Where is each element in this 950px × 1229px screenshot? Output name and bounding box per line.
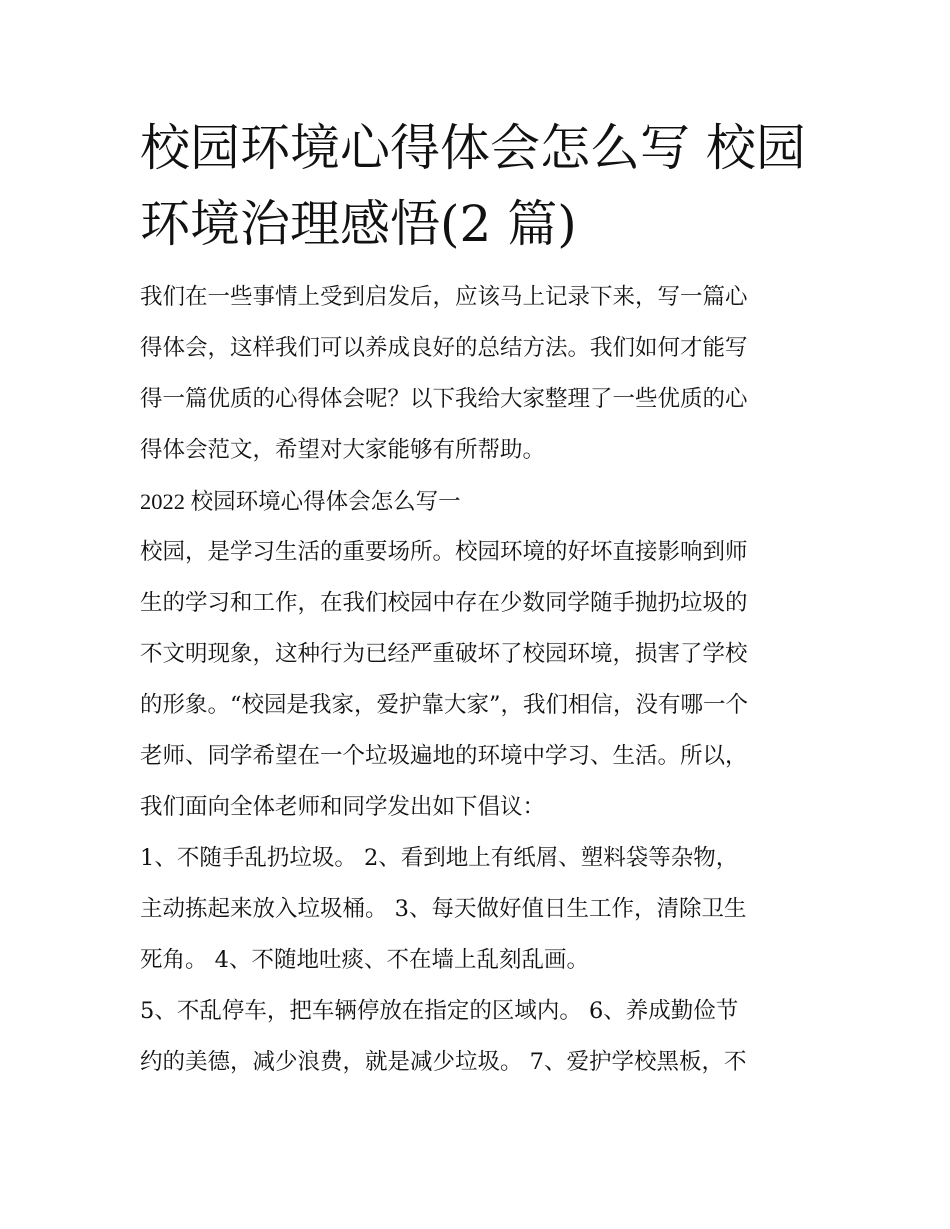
para2-line-3: 死角。 4、不随地吐痰、不在墙上乱刻乱画。 <box>140 947 589 973</box>
title-line-1: 校园环境心得体会怎么写 校园 <box>140 119 806 177</box>
para3-line-2: 约的美德，减少浪费，就是减少垃圾。 7、爱护学校黑板，不 <box>140 1049 747 1075</box>
para1-line-2: 生的学习和工作，在我们校园中存在少数同学随手抛扔垃圾的 <box>140 590 748 616</box>
para3-line-1: 5、不乱停车，把车辆停放在指定的区域内。 6、养成勤俭节 <box>140 998 739 1024</box>
body-paragraph-3 <box>140 986 812 1088</box>
para1-line-6: 我们面向全体老师和同学发出如下倡议： <box>140 794 546 820</box>
intro-line-1: 我们在一些事情上受到启发后，应该马上记录下来，写一篇心 <box>140 284 748 310</box>
section-heading-text: 2022 校园环境心得体会怎么写一 <box>140 489 461 514</box>
section-heading <box>140 476 812 527</box>
document-title <box>140 110 812 262</box>
body-paragraph-1 <box>140 527 812 833</box>
intro-line-4: 得体会范文，希望对大家能够有所帮助。 <box>140 437 546 463</box>
title-line-2: 环境治理感悟(2 篇) <box>140 195 577 253</box>
para1-line-5: 老师、同学希望在一个垃圾遍地的环境中学习、生活。所以， <box>140 743 748 769</box>
para2-line-1: 1、不随手乱扔垃圾。 2、看到地上有纸屑、塑料袋等杂物， <box>140 845 739 871</box>
intro-line-3: 得一篇优质的心得体会呢？以下我给大家整理了一些优质的心 <box>140 386 748 412</box>
para2-line-2: 主动拣起来放入垃圾桶。 3、每天做好值日生工作，清除卫生 <box>140 896 747 922</box>
para1-line-4: 的形象。“校园是我家，爱护靠大家”，我们相信，没有哪一个 <box>140 692 749 718</box>
para1-line-1: 校园，是学习生活的重要场所。校园环境的好坏直接影响到师 <box>140 539 748 565</box>
body-paragraph-2 <box>140 833 812 986</box>
document-page <box>140 110 812 1088</box>
document-body <box>140 272 812 1088</box>
para1-line-3: 不文明现象，这种行为已经严重破坏了校园环境，损害了学校 <box>140 641 748 667</box>
intro-line-2: 得体会，这样我们可以养成良好的总结方法。我们如何才能写 <box>140 335 748 361</box>
intro-paragraph <box>140 272 812 476</box>
